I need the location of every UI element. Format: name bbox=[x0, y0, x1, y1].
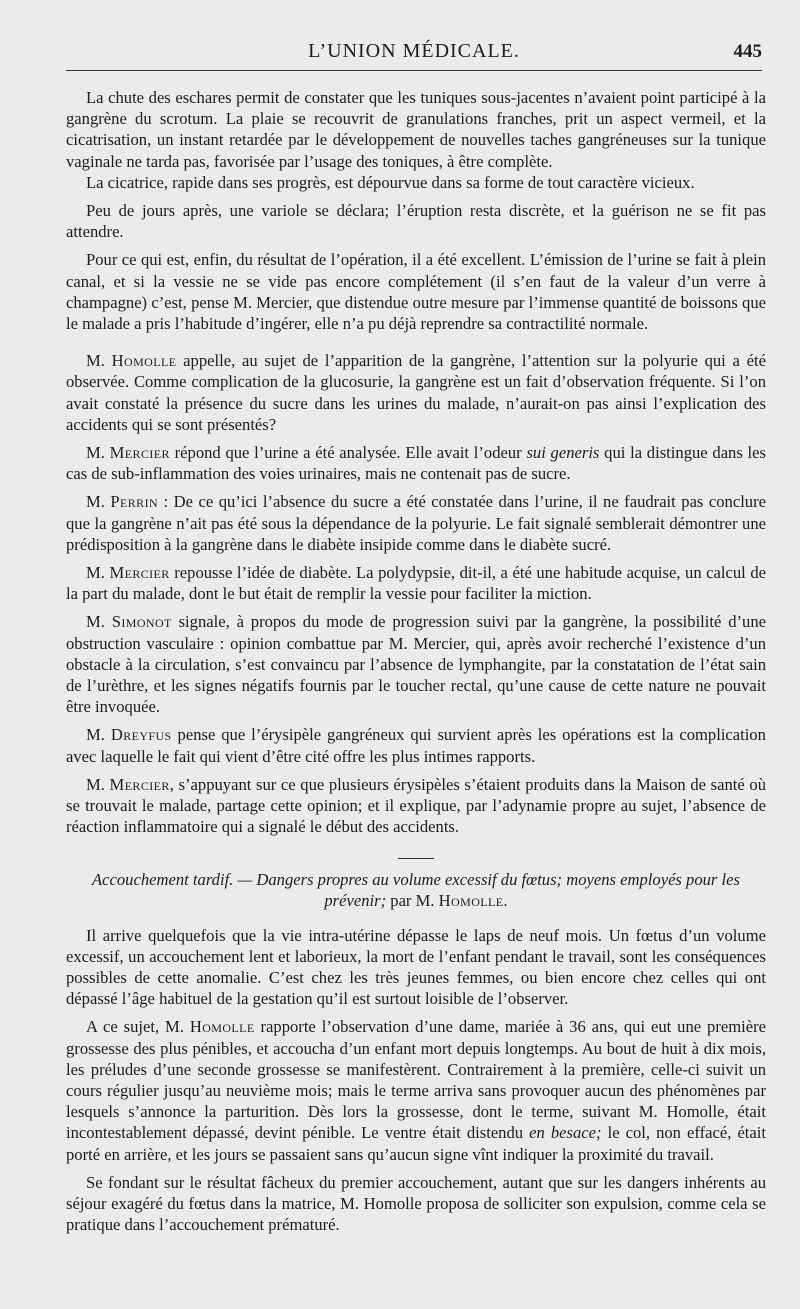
speaker-prefix: M. bbox=[86, 492, 111, 512]
paragraph-cicatrice: La cicatrice, rapide dans ses progrès, est dépourvue dans sa forme de tout caractère vicieux. bbox=[86, 172, 695, 192]
speaker-text: répond que l’urine a été analysée. Elle avait l’odeur bbox=[169, 443, 527, 463]
article-author: Homolle bbox=[438, 890, 504, 910]
article-author-end: . bbox=[503, 890, 508, 910]
italic-term: en besace; bbox=[529, 1123, 602, 1143]
speaker-prefix: M. bbox=[86, 725, 111, 745]
speaker-name: Mercier bbox=[109, 443, 170, 463]
article-text: A ce sujet, M. bbox=[86, 1017, 190, 1037]
discussion-perrin bbox=[66, 491, 766, 555]
speaker-name: Homolle bbox=[189, 1017, 255, 1037]
speaker-prefix: M. bbox=[86, 563, 110, 583]
article-paragraph-1: Il arrive quelquefois que la vie intra-utérine dépasse le laps de neuf mois. Un fœtus d’un volume excessif, un accouchement lent et laborieux, la mort de l’enfant pendant le travail, sont les conséquences possibles de cette anomalie. C’est chez les très jeunes femmes, ou bien encore chez celles qui ont dépassé l’âge habituel de la gestation qu’il est surtout loisible de l’observer. bbox=[66, 925, 766, 1009]
discussion-mercier-1 bbox=[66, 442, 766, 484]
speaker-name: Perrin bbox=[110, 492, 159, 512]
article-title bbox=[66, 869, 766, 911]
speaker-name: Homolle bbox=[111, 351, 177, 371]
speaker-text: qui la distingue dans les cas de sub-inflammation des voies urinaires, mais ne contenait pas de sucre. bbox=[66, 443, 766, 484]
article-text: le col, non effacé, était porté en arrière, et les jours se passaient sans qu’aucun signe vînt indiquer la proximité du travail. bbox=[66, 1123, 767, 1164]
discussion-simonot bbox=[66, 611, 766, 717]
italic-term: sui generis bbox=[526, 443, 600, 463]
discussion-homolle bbox=[66, 350, 766, 435]
section-divider bbox=[398, 858, 434, 859]
article-text: rapporte l’observation d’une dame, mariée à 36 ans, qui eut une première grossesse des plus pénibles, et accoucha d’un enfant mort depuis longtemps. Au bout de huit à dix mois, les préludes d’une seconde grossesse se manifestèrent. Contrairement à la première, celle-ci suivit un cours régulier jusqu’au neuvième mois; mais le terme arriva sans provoquer aucun des phénomènes par lesquels s’annonce la parturition. Dès lors la grossesse, dont le terme, suivant M. Homolle, était incontestablement dépassé, devint pénible. Le ventre était distendu bbox=[66, 1017, 766, 1143]
speaker-prefix: M. bbox=[86, 612, 112, 632]
speaker-name: Mercier bbox=[109, 774, 170, 794]
paragraph-eschares: La chute des eschares permit de constater que les tuniques sous-jacentes n’avaient point participé à la gangrène du scrotum. La plaie se recouvrit de granulations franches, prit un aspect vermeil, et la cicatrisation, un instant retardée par le développement de nouvelles taches gangréneuses sur la tunique vaginale ne tarda pas, favorisée par l’usage des toniques, à être complète. bbox=[66, 88, 766, 171]
speaker-text: signale, à propos du mode de progression suivi par la gangrène, la possibilité d’une obstruction vasculaire : opinion combattue par M. Mercier, qui, après avoir recherché l’existence d’un obstacle à la circulation, s’est convaincu par l’absence de lymphangite, par la constatation de l’état sain de l’urèthre, et les signes négatifs fournis par le toucher rectal, qu’une cause de cette nature ne pouvait être invoquée. bbox=[66, 612, 766, 717]
paragraph-variole: Peu de jours après, une variole se déclara; l’éruption resta discrète, et la guérison ne se fit pas attendre. bbox=[66, 201, 766, 242]
speaker-text: , s’appuyant sur ce que plusieurs érysipèles s’étaient produits dans la Maison de santé où se trouvait le malade, partage cette opinion; et il explique, par l’adynamie propre au sujet, l’absence de réaction inflammatoire qui a signalé le début des accidents. bbox=[66, 774, 766, 837]
article-paragraph-2 bbox=[66, 1016, 766, 1164]
article-title-text: Accouchement tardif. — Dangers propres au volume excessif du fœtus; moyens employés pour les prévenir; bbox=[92, 869, 740, 910]
article-paragraph-3: Se fondant sur le résultat fâcheux du premier accouchement, autant que sur les dangers inhérents au séjour exagéré du fœtus dans la matrice, M. Homolle proposa de solliciter son expulsion, comme cela se pratique dans l’accouchement prématuré. bbox=[66, 1172, 766, 1235]
speaker-text: pense que l’érysipèle gangréneux qui survient après les opérations est la complication avec laquelle le fait qui vient d’être cité offre les plus intimes rapports. bbox=[66, 725, 766, 766]
running-title: L’UNION MÉDICALE. bbox=[308, 40, 520, 62]
discussion-dreyfus bbox=[66, 724, 766, 766]
speaker-text: : De ce qu’ici l’absence du sucre a été constatée dans l’urine, il ne faudrait pas conclure que la gangrène n’ait pas été sous la dépendance de la polyurie. Le fait signalé semblerait démontrer une prédisposition à la gangrène dans le diabète insipide comme dans le diabète sucré. bbox=[66, 492, 766, 554]
article-by: par M. bbox=[386, 890, 439, 910]
page-body bbox=[66, 87, 766, 1235]
speaker-name: Mercier bbox=[109, 563, 170, 583]
speaker-text: repousse l’idée de diabète. La polydypsie, dit-il, a été une habitude acquise, un calcul de la part du malade, dont le but était de remplir la vessie pour faciliter la miction. bbox=[66, 563, 766, 604]
page-number: 445 bbox=[733, 41, 762, 62]
paragraph-resultat: Pour ce qui est, enfin, du résultat de l’opération, il a été excellent. L’émission de l’urine se fait à plein canal, et si la vessie ne se vide pas encore complétement (il s’en faut de la valeur d’un verre à champagne) c’est, pense M. Mercier, que distendue outre mesure par l’immense quantité de boissons que le malade a pris l’habitude d’ingérer, elle n’a pu déjà reprendre sa contractilité normale. bbox=[66, 250, 766, 334]
discussion-mercier-3 bbox=[66, 774, 766, 838]
speaker-name: Dreyfus bbox=[110, 725, 172, 745]
speaker-prefix: M. bbox=[86, 774, 110, 794]
speaker-prefix: M. bbox=[86, 443, 110, 463]
discussion-mercier-2 bbox=[66, 562, 766, 604]
speaker-text: appelle, au sujet de l’apparition de la gangrène, l’attention sur la polyurie qui a été observée. Comme complication de la glucosurie, la gangrène est un fait d’observation fréquente. Si l’on avait constaté la présence du sucre dans les urines du malade, n’aurait-on pas ainsi l’explication des accidents qui se sont présentés? bbox=[66, 351, 766, 434]
speaker-prefix: M. bbox=[86, 351, 112, 371]
speaker-name: Simonot bbox=[111, 612, 172, 632]
page-header bbox=[66, 0, 762, 71]
